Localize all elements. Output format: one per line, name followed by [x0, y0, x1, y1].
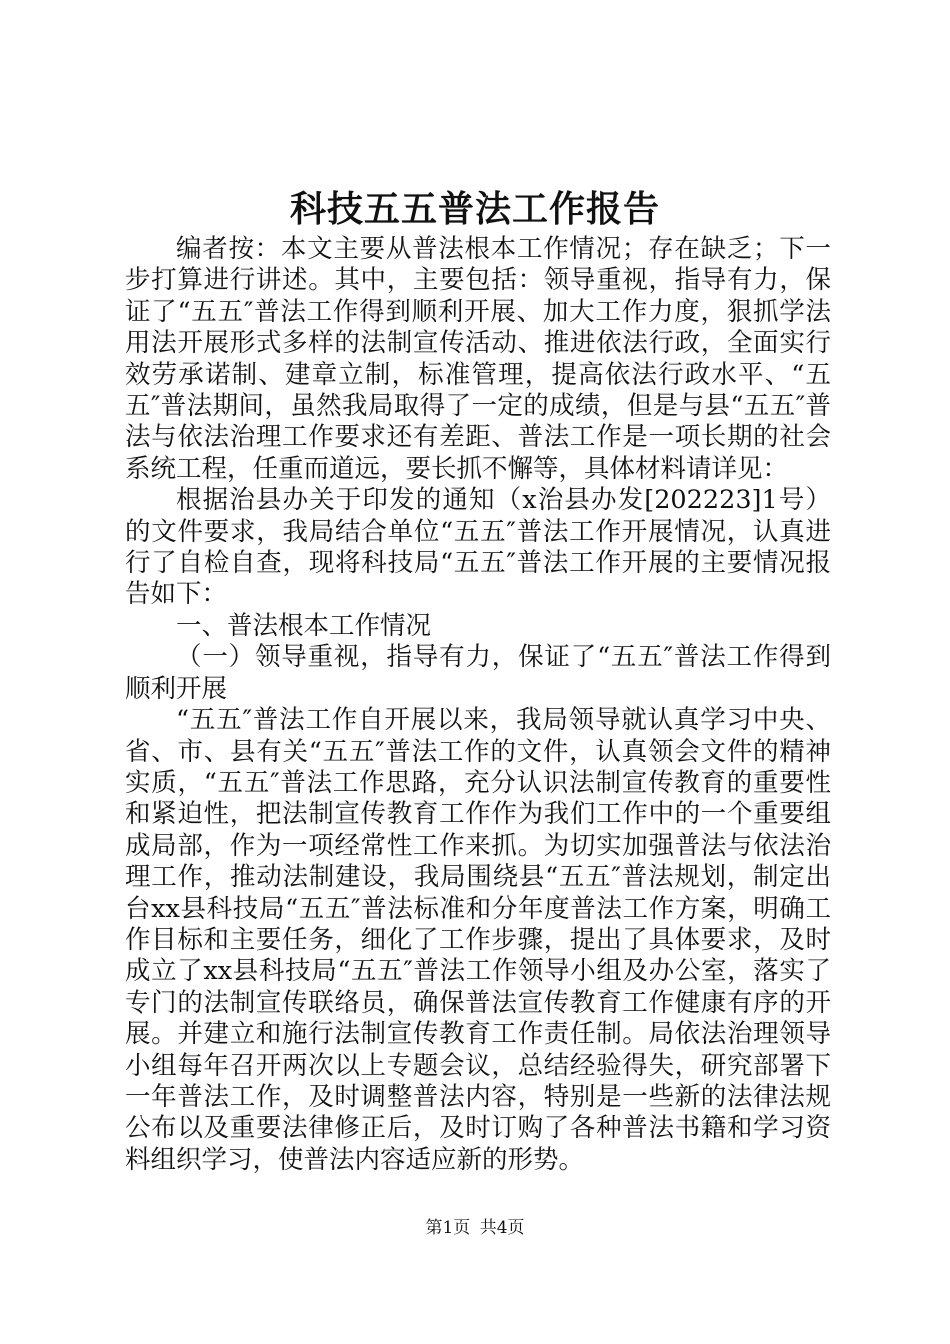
intro-paragraph: 根据治县办关于印发的通知（x治县办发[202223]1号）的文件要求，我局结合单位“五五″普法工作开展情况，认真进行了自检自查，现将科技局“五五″普法工作开展的主要情况报告如下： — [125, 485, 831, 610]
page-number: 第1页 — [425, 1218, 471, 1238]
body-paragraph: “五五″普法工作自开展以来，我局领导就认真学习中央、省、市、县有关“五五″普法工作的文件，认真领会文件的精神实质，“五五″普法工作思路，充分认识法制宣传教育的重要性和紧迫性，把法制宣传教育工作作为我们工作中的一个重要组成局部，作为一项经常性工作来抓。为切实加强普法与依法治理工作，推动法制建设，我局围绕县“五五″普法规划，制定出台xx县科技局“五五″普法标准和分年度普法工作方案，明确工作目标和主要任务，细化了工作步骤，提出了具体要求，及时成立了xx县科技局“五五″普法工作领导小组及办公室，落实了专门的法制宣传联络员，确保普法宣传教育工作健康有序的开展。并建立和施行法制宣传教育工作责任制。局依法治理领导小组每年召开两次以上专题会议，总结经验得失，研究部署下一年普法工作，及时调整普法内容，特别是一些新的法律法规公布以及重要法律修正后，及时订购了各种普法书籍和学习资料组织学习，使普法内容适应新的形势。 — [125, 705, 831, 1175]
editor-note-paragraph: 编者按：本文主要从普法根本工作情况；存在缺乏；下一步打算进行讲述。其中，主要包括：领导重视，指导有力，保证了“五五″普法工作得到顺利开展、加大工作力度，狠抓学法用法开展形式多样的法制宣传活动、推进依法行政，全面实行效劳承诺制、建章立制，标准管理，提高依法行政水平、“五五″普法期间，虽然我局取得了一定的成绩，但是与县“五五″普法与依法治理工作要求还有差距、普法工作是一项长期的社会系统工程，任重而道远，要长抓不懈等，具体材料请详见： — [125, 234, 831, 484]
document-title: 科技五五普法工作报告 — [289, 188, 660, 230]
subsection-heading: （一）领导重视，指导有力，保证了“五五″普法工作得到顺利开展 — [125, 642, 831, 704]
section-heading: 一、普法根本工作情况 — [176, 610, 432, 641]
page-total: 共4页 — [479, 1218, 525, 1238]
page-footer — [0, 1216, 950, 1240]
document-body — [125, 234, 831, 1176]
